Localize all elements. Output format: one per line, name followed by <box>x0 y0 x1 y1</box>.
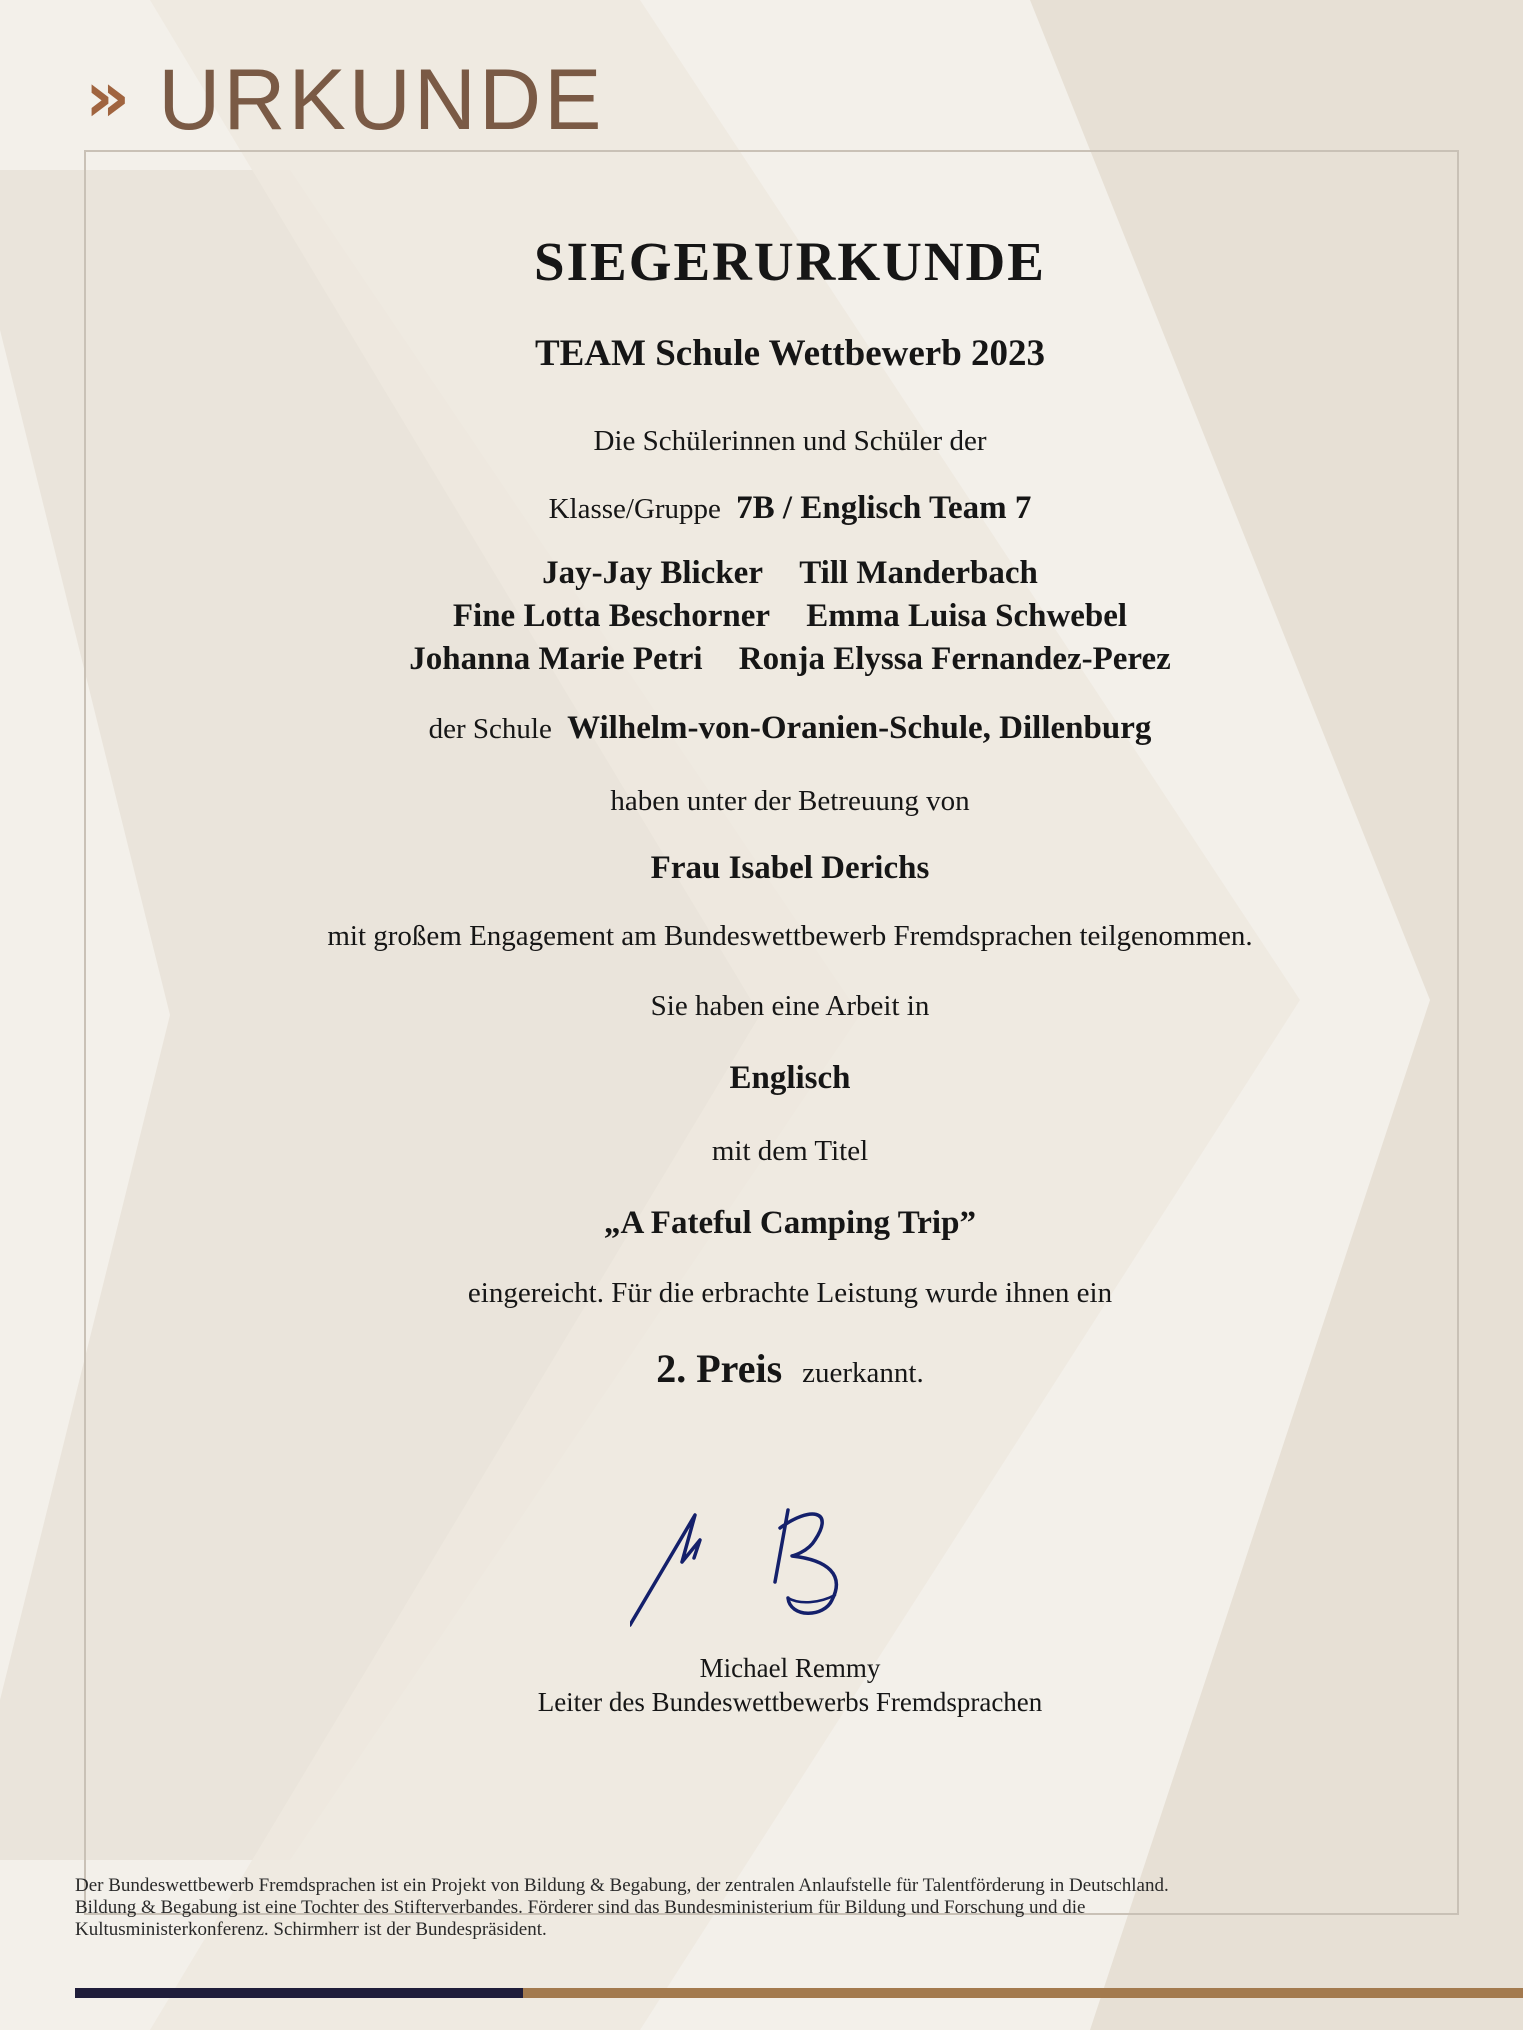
class-value: 7B / Englisch Team 7 <box>736 490 1032 526</box>
student-name: Emma Luisa Schwebel <box>806 598 1128 634</box>
handwritten-signature <box>630 1500 930 1650</box>
prize-line <box>120 1345 1460 1392</box>
student-name: Fine Lotta Beschorner <box>452 598 770 634</box>
title-label: mit dem Titel <box>711 1135 869 1167</box>
language-name: Englisch <box>729 1060 851 1096</box>
names-row <box>120 641 1460 678</box>
certificate-frame <box>84 150 1459 1915</box>
school-label: der Schule <box>428 713 552 745</box>
bottom-bar-dark <box>75 1988 523 1998</box>
signatory-name: Michael Remmy <box>699 1653 881 1683</box>
names-row <box>120 598 1460 635</box>
student-name: Jay-Jay Blicker <box>542 555 763 591</box>
supervision-text: haben unter der Betreuung von <box>610 785 970 817</box>
class-label: Klasse/Gruppe <box>548 493 721 525</box>
names-row <box>120 555 1460 592</box>
footer-note <box>75 1875 1365 1941</box>
work-text: Sie haben eine Arbeit in <box>650 990 930 1022</box>
competition-name: TEAM Schule Wettbewerb 2023 <box>534 333 1046 374</box>
footer-line: Bildung & Begabung ist eine Tochter des Stifterverbandes. Förderer sind das Bundesministerium für Bildung und Forschung und die <box>75 1897 1086 1918</box>
supervisor-name: Frau Isabel Derichs <box>650 850 930 886</box>
student-name: Till Manderbach <box>799 555 1038 591</box>
header-title: URKUNDE <box>158 51 605 148</box>
prize-value: 2. Preis <box>656 1346 783 1391</box>
student-name: Johanna Marie Petri <box>409 641 703 677</box>
work-title: „A Fateful Camping Trip” <box>604 1205 976 1241</box>
awarded-text: zuerkannt. <box>802 1357 924 1389</box>
submitted-text: eingereicht. Für die erbrachte Leistung wurde ihnen ein <box>467 1277 1113 1309</box>
certificate-title: SIEGERURKUNDE <box>534 231 1046 292</box>
participation-text: mit großem Engagement am Bundeswettbewerb Fremdsprachen teilgenommen. <box>327 920 1253 952</box>
class-line <box>120 490 1460 527</box>
school-line <box>120 710 1460 747</box>
certificate-header <box>85 50 605 150</box>
intro-text: Die Schülerinnen und Schüler der <box>593 425 987 457</box>
signatory-role: Leiter des Bundeswettbewerbs Fremdsprachen <box>537 1687 1043 1717</box>
footer-line: Kultusministerkonferenz. Schirmherr ist der Bundespräsident. <box>75 1919 547 1940</box>
school-name: Wilhelm-von-Oranien-Schule, Dillenburg <box>567 710 1152 746</box>
student-name: Ronja Elyssa Fernandez-Perez <box>738 641 1171 677</box>
footer-line: Der Bundeswettbewerb Fremdsprachen ist ein Projekt von Bildung & Begabung, der zentralen Anlaufstelle für Talentförderung in Deutschland. <box>75 1875 1169 1896</box>
double-chevron-icon: » <box>85 56 119 138</box>
bottom-bar-gold <box>523 1988 1523 1998</box>
